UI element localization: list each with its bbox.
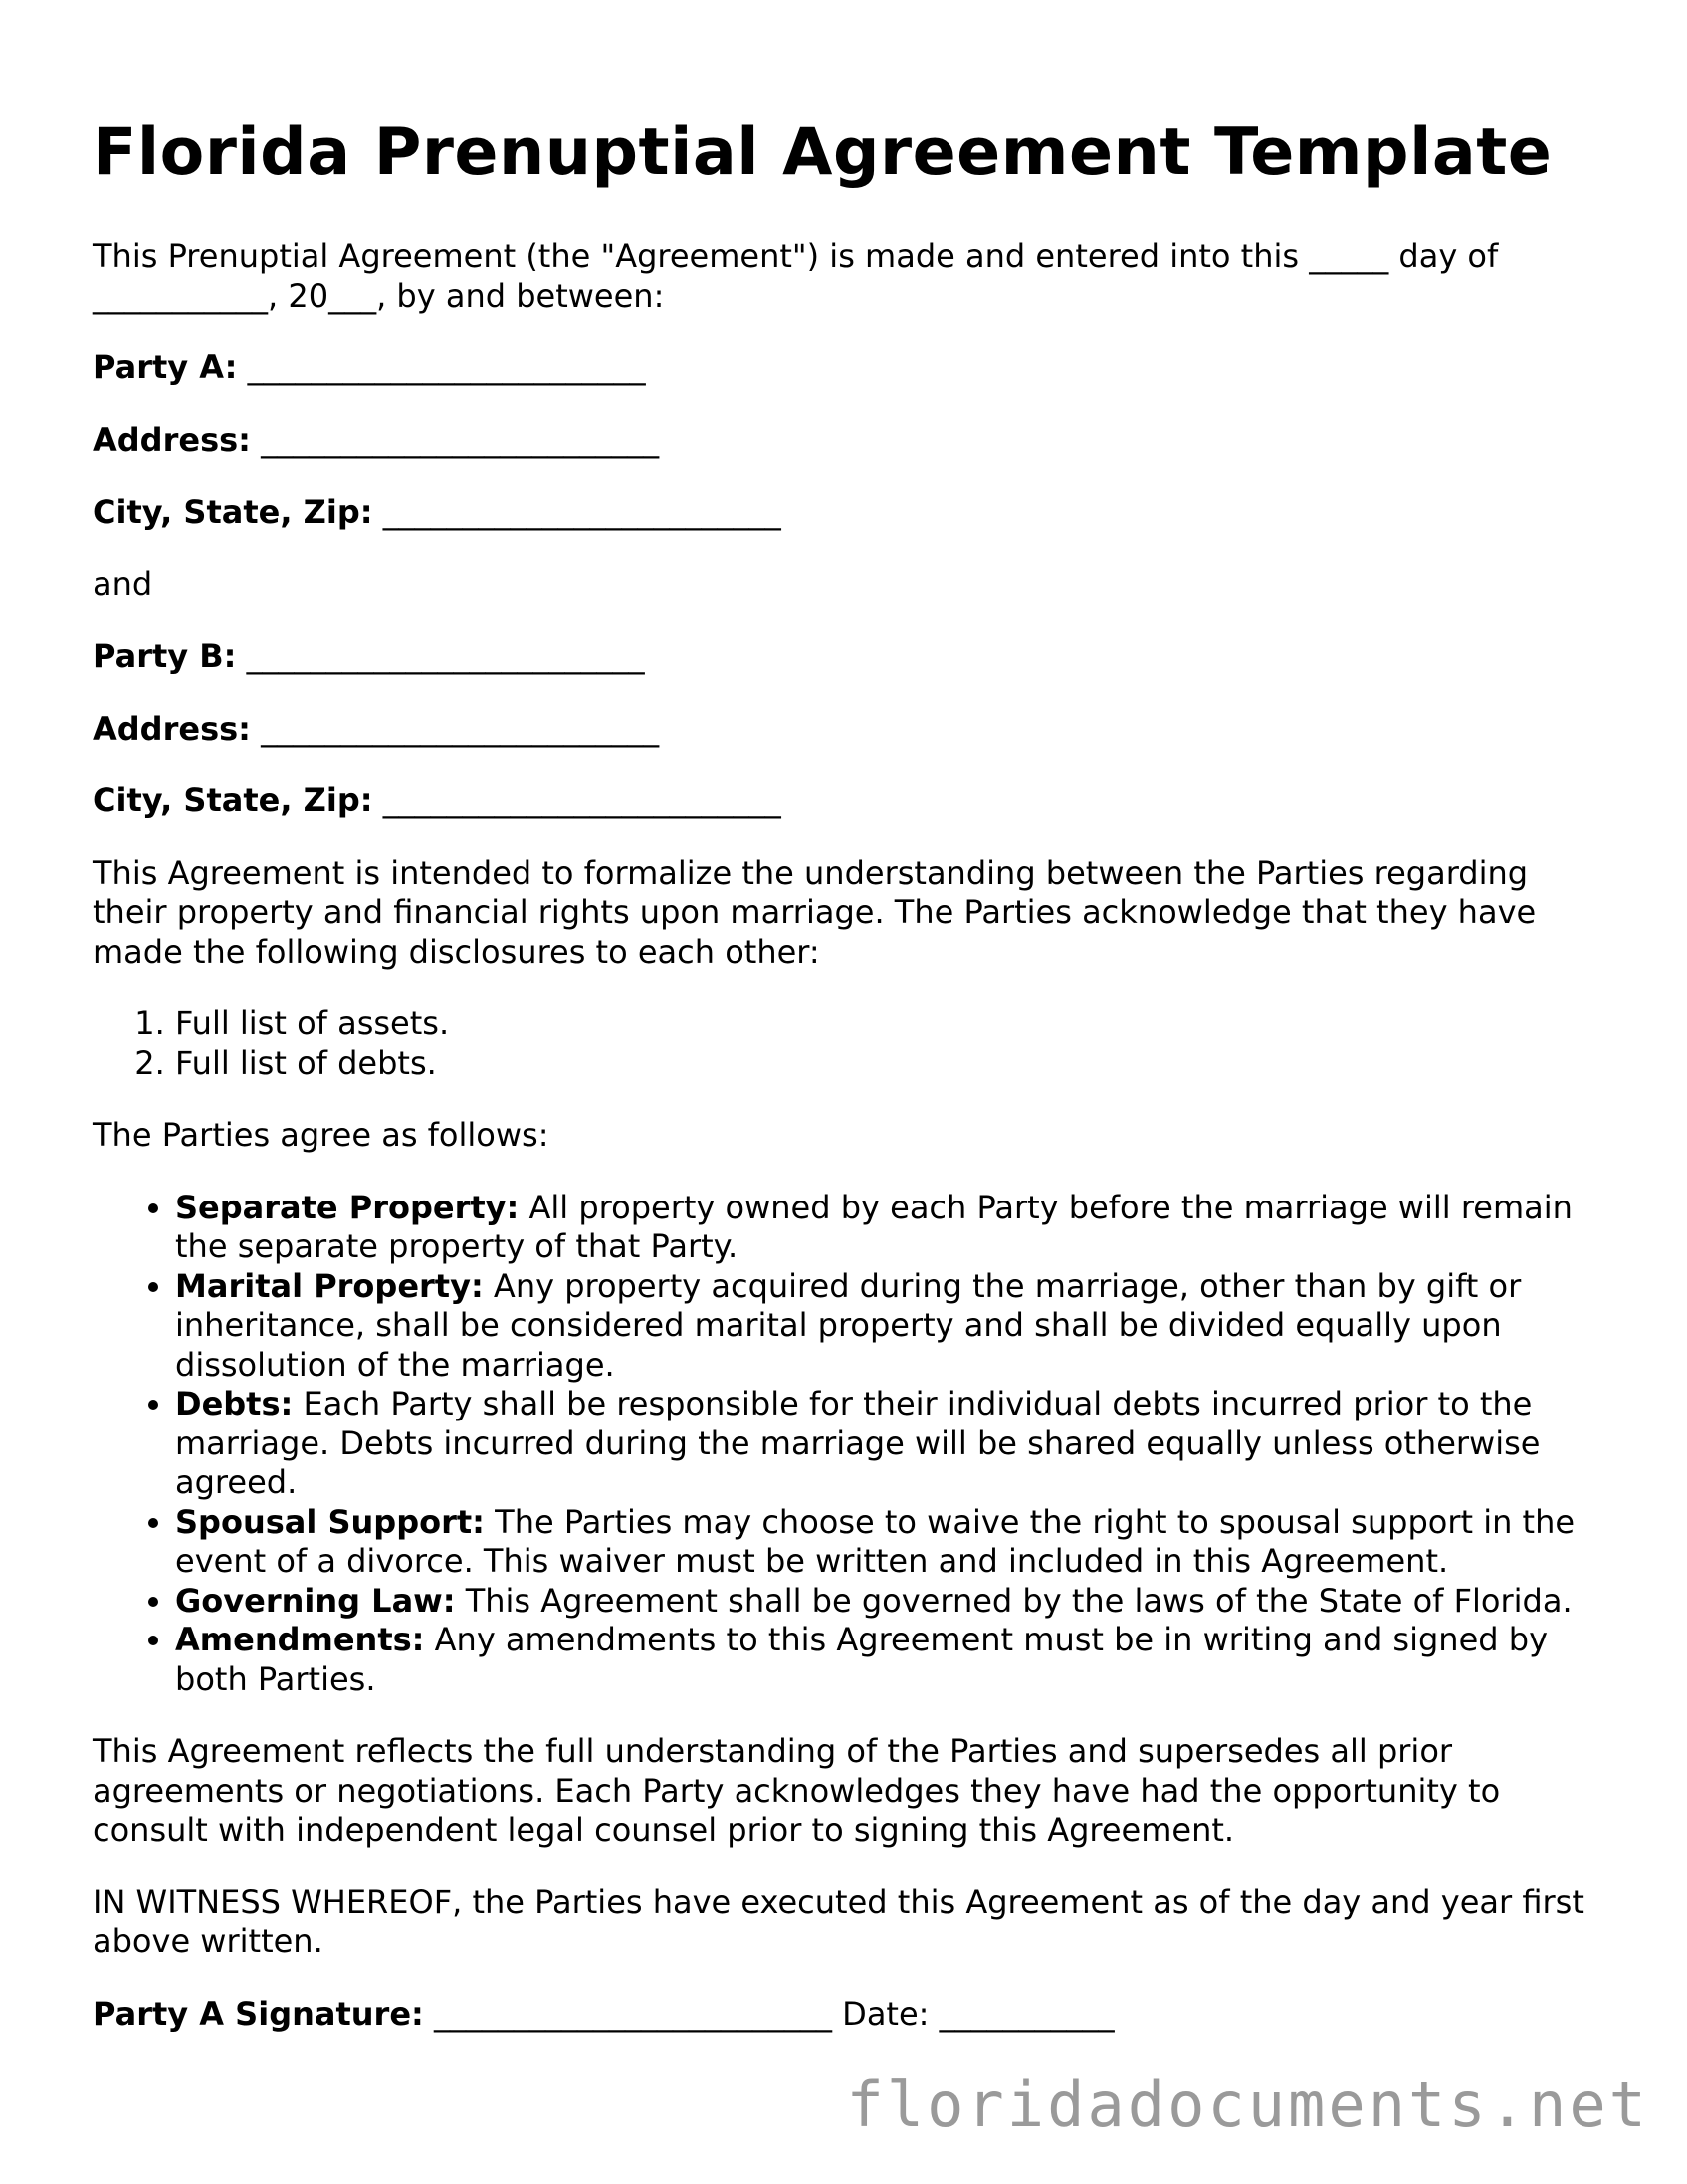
party-a-name-label: Party A: <box>93 348 238 386</box>
party-a-name-blank: _________________________ <box>247 348 646 386</box>
term-separate-property <box>175 1189 1605 1267</box>
understanding-paragraph: This Agreement reflects the full understanding of the Parties and supersedes all prior agreements or negotiations. Each Party acknowledges they have had the opportunity to consult with independent legal counsel prior to signing this Agreement. <box>93 1732 1501 1849</box>
party-a-city-blank: _________________________ <box>382 493 781 531</box>
date-blank: ___________ <box>939 1994 1115 2033</box>
term-name: Marital Property: <box>175 1266 484 1305</box>
term-text: The Parties may choose to waive the right to spousal support in the event of a divorce. This waiver must be written and included in this Agreement. <box>175 1502 1576 1580</box>
agree-intro: The Parties agree as follows: <box>93 1116 549 1154</box>
term-name: Debts: <box>175 1385 294 1422</box>
list-item: 1. Full list of assets. <box>175 1004 1605 1044</box>
terms-list <box>93 1189 1605 1700</box>
term-name: Separate Property: <box>175 1188 520 1226</box>
party-b-address-label: Address: <box>93 709 251 748</box>
party-b-city-line <box>93 781 1605 821</box>
party-b-address-line <box>93 710 1605 750</box>
intro-paragraph: This Prenuptial Agreement (the "Agreement") is made and entered into this _____ day of ___________, 20___, by and between: <box>93 237 1499 315</box>
party-a-city-line <box>93 493 1605 533</box>
date-label: Date: <box>842 1994 930 2033</box>
term-text: This Agreement shall be governed by the laws of the State of Florida. <box>465 1581 1573 1620</box>
term-text: Any property acquired during the marriage, other than by gift or inheritance, shall be considered marital property and shall be divided equally upon dissolution of the marriage. <box>175 1266 1522 1384</box>
party-b-city-blank: _________________________ <box>382 781 781 819</box>
party-b-city-label: City, State, Zip: <box>93 781 373 819</box>
signature-label: Party A Signature: <box>93 1994 424 2033</box>
party-a-address-line <box>93 421 1605 461</box>
purpose-paragraph: This Agreement is intended to formalize the understanding between the Parties regarding their property and financial rights upon marriage. The Parties acknowledge that they have made the following disclosures to each other: <box>93 853 1537 971</box>
party-a-address-label: Address: <box>93 420 251 459</box>
list-item: 2. Full list of debts. <box>175 1044 1605 1084</box>
term-name: Governing Law: <box>175 1581 456 1620</box>
party-b-name-label: Party B: <box>93 637 237 675</box>
term-amendments <box>175 1621 1605 1699</box>
term-name: Spousal Support: <box>175 1502 485 1541</box>
party-b-name-line <box>93 637 1605 677</box>
term-spousal-support <box>175 1503 1605 1582</box>
term-debts <box>175 1385 1605 1503</box>
party-b-address-blank: _________________________ <box>261 709 660 748</box>
term-name: Amendments: <box>175 1621 425 1658</box>
page-title: Florida Prenuptial Agreement Template <box>93 115 1553 190</box>
document-page <box>93 113 1605 2067</box>
term-governing-law <box>175 1582 1605 1622</box>
witness-paragraph: IN WITNESS WHEREOF, the Parties have executed this Agreement as of the day and year first above written. <box>93 1882 1584 1960</box>
party-a-address-blank: _________________________ <box>261 420 660 459</box>
term-marital-property <box>175 1267 1605 1386</box>
party-b-name-blank: _________________________ <box>246 637 645 675</box>
term-text: All property owned by each Party before the marriage will remain the separate property of that Party. <box>175 1188 1573 1265</box>
signature-blank: _________________________ <box>434 1994 832 2033</box>
party-a-city-label: City, State, Zip: <box>93 493 373 531</box>
term-text: Any amendments to this Agreement must be in writing and signed by both Parties. <box>175 1621 1548 1698</box>
signature-line <box>93 1995 1605 2035</box>
conjunction-text: and <box>93 564 153 603</box>
disclosures-list <box>93 1004 1605 1083</box>
watermark-text: floridadocuments.net <box>846 2069 1649 2141</box>
party-a-name-line <box>93 348 1605 388</box>
term-text: Each Party shall be responsible for their individual debts incurred prior to the marriage. Debts incurred during the marriage will be shared equally unless otherwise agreed. <box>175 1385 1541 1501</box>
